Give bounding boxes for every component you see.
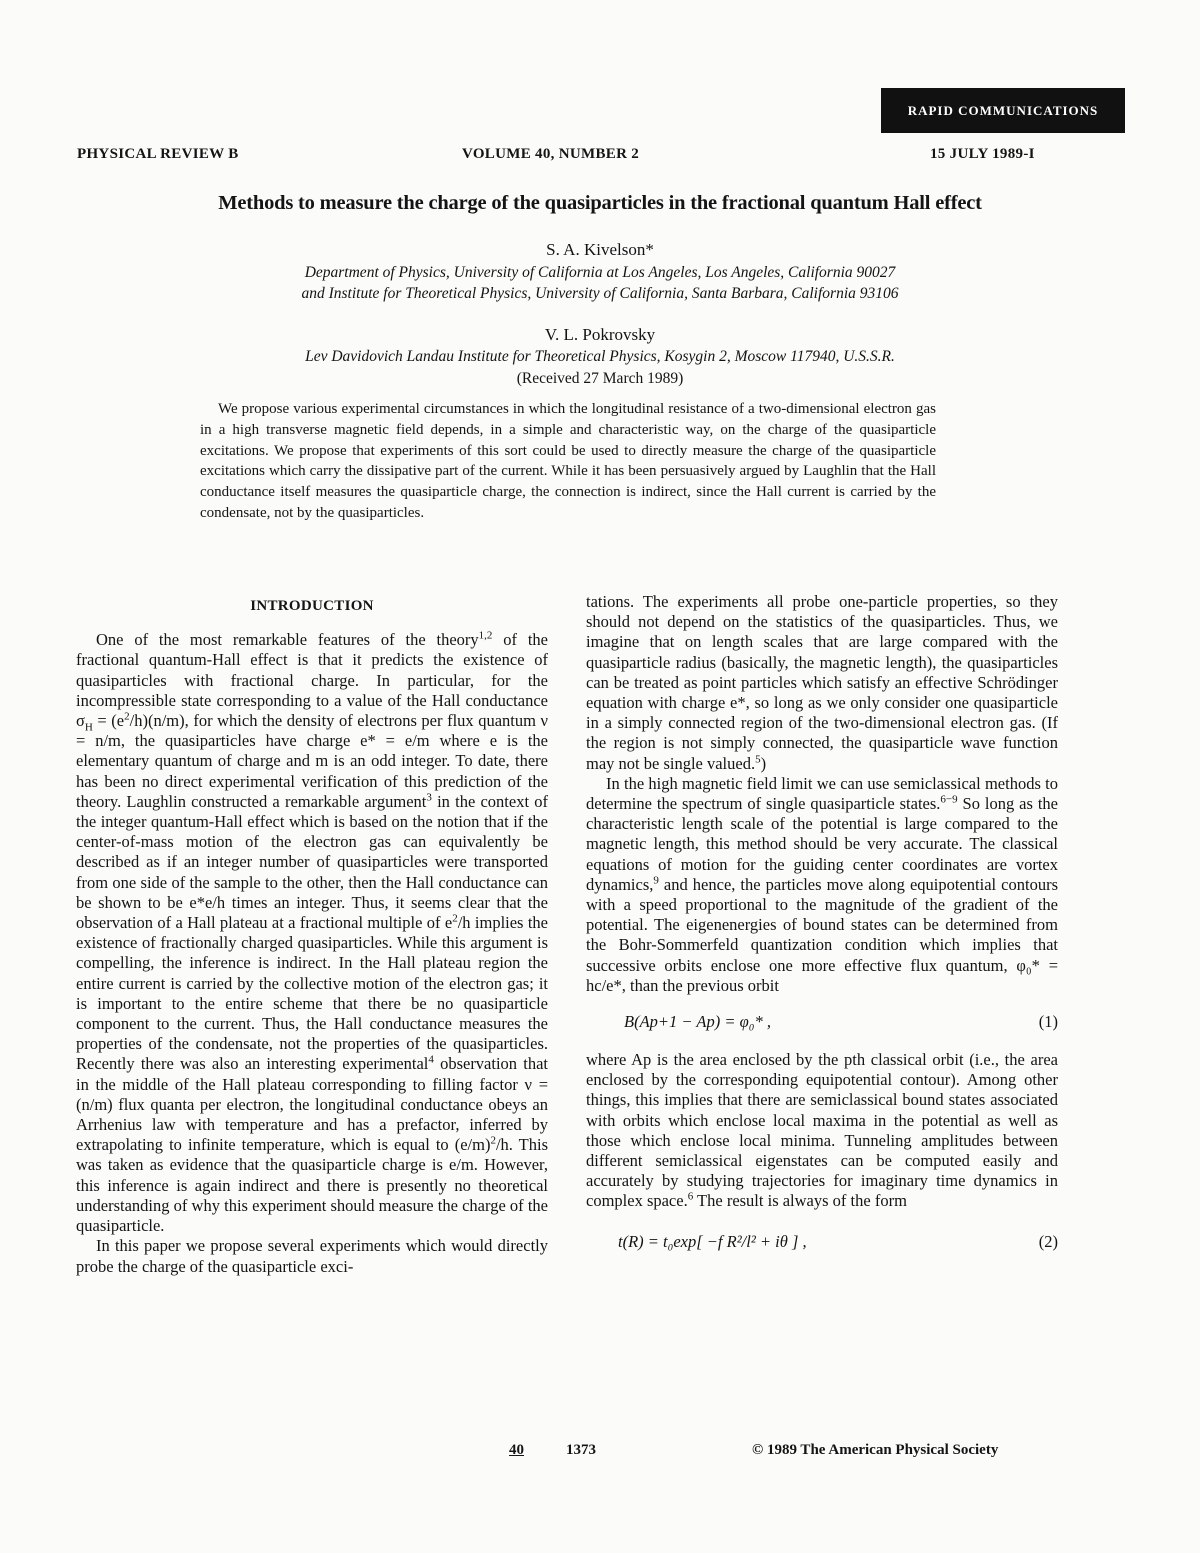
author-1-affiliation-line-2: and Institute for Theoretical Physics, University of California, Santa Barbara, California 93106 [301, 285, 899, 302]
footer-volume: 40 [509, 1442, 524, 1458]
footer-page-number: 1373 [566, 1442, 596, 1458]
right-column [586, 592, 1058, 1280]
intro-paragraph-2-continued: tations. The experiments all probe one-particle properties, so they should not depend on the statistics of the quasiparticles. Thus, we imagine that on length scales that are large compared with the quasiparticle radius (basically, the magnetic length), the quasiparticles can be treated as point particles which satisfy an effective Schrödinger equation with charge e*, so long as we only consider one quasiparticle in a simply connected region of the two-dimensional electron gas. (If the region is not simply connected, the quasiparticle wave function may not be single valued.$^5$) [586, 592, 1058, 773]
author-1-affiliation-line-1: Department of Physics, University of California at Los Angeles, Los Angeles, California 90027 [304, 264, 896, 281]
author-2-affiliation: Lev Davidovich Landau Institute for Theoretical Physics, Kosygin 2, Moscow 117940, U.S.S.R. [305, 348, 895, 365]
abstract: We propose various experimental circumstances in which the longitudinal resistance of a two-dimensional electron gas in a high transverse magnetic field depends, in a simple and characteristic way, on the charge of the quasiparticle excitations. We propose that experiments of this sort could be used to directly measure the charge of the quasiparticle excitations which carry the dissipative part of the current. While it has been persuasively argued by Laughlin that the Hall conductance itself measures the quasiparticle charge, the connection is indirect, since the Hall current is carried by the condensate, not by the quasiparticles. [200, 401, 936, 521]
equation-2-expression: t(R) = t₀exp[ −f R²/l² + iθ ] , [618, 1231, 807, 1251]
equation-1-number: (1) [1038, 1012, 1058, 1032]
footer-copyright: © 1989 The American Physical Society [752, 1442, 999, 1458]
section-heading: INTRODUCTION [250, 598, 374, 614]
author-1-name: S. A. Kivelson* [546, 240, 654, 259]
equation-1-expression: B(Ap+1 − Ap) = φ₀* , [624, 1012, 771, 1032]
received-date: (Received 27 March 1989) [516, 370, 684, 387]
equation-1 [586, 1002, 1058, 1044]
paper-title: Methods to measure the charge of the quasiparticles in the fractional quantum Hall effect [218, 192, 982, 214]
journal-name: PHYSICAL REVIEW B [77, 146, 239, 162]
volume-number: VOLUME 40, NUMBER 2 [462, 146, 640, 162]
equation-2 [586, 1218, 1058, 1274]
issue-date: 15 JULY 1989-I [930, 146, 1035, 162]
intro-paragraph-4: where Ap is the area enclosed by the pth classical orbit (i.e., the area enclosed by the corresponding equipotential contour). Among other things, this implies that there are semiclassical bound states associated with orbits which enclose local maxima in the potential as well as those which enclose local minima. Tunneling amplitudes between different semiclassical eigenstates can be computed easily and accurately by studying trajectories for imaginary time dynamics in complex space.$^6$ The result is always of the form [586, 1050, 1058, 1211]
left-column [76, 592, 548, 1277]
intro-paragraph-2-start: In this paper we propose several experiments which would directly probe the charge of the quasiparticle exci- [76, 1236, 548, 1276]
equation-2-number: (2) [1038, 1231, 1058, 1251]
intro-paragraph-1: One of the most remarkable features of the theory$^{1,2}$ of the fractional quantum-Hall effect is that it predicts the existence of quasiparticles with fractional charge. In particular, for the incompressible state corresponding to a value of the Hall conductance $\sigma_H = (e^2/h)(n/m)$, for which the density of electrons per flux quantum ν = n/m, the quasiparticles have charge e* = e/m where e is the elementary quantum of charge and m is an odd integer. To date, there has been no direct experimental verification of this prediction of the theory. Laughlin constructed a remarkable argument$^3$ in the context of the integer quantum-Hall effect which is based on the notion that if the center-of-mass motion of the electron gas can equivalently be described as if an integer number of quasiparticles were transported from one side of the sample to the other, then the Hall conductance can be shown to be e*e/h times an integer. Thus, it seems clear that the observation of a Hall plateau at a fractional multiple of $e^2/h$ implies the existence of fractionally charged quasiparticles. While this argument is compelling, the inference is indirect. In the Hall plateau region the entire current is carried by the collective motion of the electron gas; it is important to the entire scheme that there be no quasiparticle component to the current. Thus, the Hall conductance measures the properties of the condensate, not the properties of the quasiparticles. Recently there was also an interesting experimental$^4$ observation that in the middle of the Hall plateau corresponding to filling factor ν = (n/m) flux quanta per electron, the longitudinal conductance obeys an Arrhenius law with temperature and has a prefactor, inferred by extrapolating to infinite temperature, which is equal to $(e/m)^2/h$. This was taken as evidence that the quasiparticle charge is e/m. However, this inference is again indirect and there is presently no theoretical understanding of why this experiment should measure the charge of the quasiparticle. [76, 629, 549, 1236]
rapid-communications-banner: RAPID COMMUNICATIONS [881, 88, 1125, 133]
author-2-name: V. L. Pokrovsky [544, 325, 656, 344]
intro-paragraph-3: In the high magnetic field limit we can use semiclassical methods to determine the spectrum of single quasiparticle states.$^{6-9}$ So long as the characteristic length scale of the potential is large compared to the magnetic length, this method should be very accurate. The classical equations of motion for the guiding center coordinates are vortex dynamics,$^9$ and hence, the particles move along equipotential contours with a speed proportional to the magnitude of the gradient of the potential. The eigenenergies of bound states can be determined from the Bohr-Sommerfeld quantization condition which implies that successive orbits enclose one more effective flux quantum, φ₀* = hc/e*, than the previous orbit [586, 773, 1058, 995]
